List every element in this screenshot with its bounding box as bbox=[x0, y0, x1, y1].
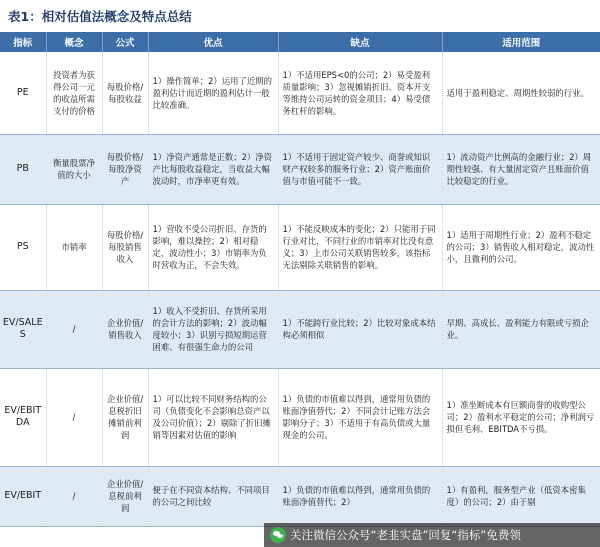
cell-metric: EV/EBIT bbox=[0, 466, 46, 526]
header-concept: 概念 bbox=[46, 32, 102, 52]
valuation-table bbox=[0, 32, 600, 527]
cell-cons: 1）不适用EPS<0的公司；2）易受盈利质量影响；3）忽视摊销折旧、资本开支等维持公司运转的资金项目；4）易受债务杠杆的影响。 bbox=[278, 52, 442, 134]
cell-metric: PB bbox=[0, 134, 46, 204]
table-header-row bbox=[0, 32, 600, 52]
cell-formula: 企业价值/息税前利润 bbox=[102, 466, 148, 526]
cell-concept: / bbox=[46, 466, 102, 526]
cell-scope: 1）有盈利，服务型产业（低资本密集度）的公司；2）由于剔 bbox=[442, 466, 600, 526]
cell-cons: 1）负债的市值难以得到，通常用负债的账面净值替代；2） bbox=[278, 466, 442, 526]
cell-concept: / bbox=[46, 290, 102, 368]
cell-scope: 早期、高成长、盈利能力有限或亏损企业。 bbox=[442, 290, 600, 368]
watermark-banner bbox=[264, 523, 600, 547]
cell-pros: 1）营收不受公司折旧、存货的影响，难以操控；2）相对稳定，波动性小；3）市销率为负时营收为正，不会失效。 bbox=[148, 204, 278, 290]
cell-formula: 企业价值/销售收入 bbox=[102, 290, 148, 368]
cell-cons: 1）不能反映成本的变化；2）只能用于同行业对比，不同行业的市销率对比没有意义；3）上市公司关联销售较多，该指标无法剔除关联销售的影响。 bbox=[278, 204, 442, 290]
table-row-ev-ebitda bbox=[0, 368, 600, 466]
cell-formula: 每股价格/每股净资产 bbox=[102, 134, 148, 204]
cell-formula: 每股价格/每股销售收入 bbox=[102, 204, 148, 290]
cell-formula: 每股价格/每股收益 bbox=[102, 52, 148, 134]
cell-pros: 1）操作简单；2）运用了近期的盈利估计而近期的盈利估计一般比较准确。 bbox=[148, 52, 278, 134]
cell-scope: 适用于盈利稳定、周期性较弱的行业。 bbox=[442, 52, 600, 134]
table-row-ev-ebit bbox=[0, 466, 600, 526]
cell-cons: 1）不能跨行业比较；2）比较对象成本结构必须相似 bbox=[278, 290, 442, 368]
table-row-ev-sales bbox=[0, 290, 600, 368]
cell-metric: PS bbox=[0, 204, 46, 290]
cell-pros: 便于在不同资本结构、不同项目的公司之间比较 bbox=[148, 466, 278, 526]
cell-metric: PE bbox=[0, 52, 46, 134]
cell-concept: 投资者为获得公司一元的收益所需支付的价格 bbox=[46, 52, 102, 134]
cell-pros: 1）收入不受折旧、存货所采用的会计方法的影响；2）波动幅度较小；3）识别亏损短期运营困难、有很强生命力的公司 bbox=[148, 290, 278, 368]
header-scope: 适用范围 bbox=[442, 32, 600, 52]
table-row-pe bbox=[0, 52, 600, 134]
cell-metric: EV/EBITDA bbox=[0, 368, 46, 466]
wechat-icon bbox=[270, 527, 286, 543]
cell-formula: 企业价值/息税折旧摊销前利润 bbox=[102, 368, 148, 466]
cell-pros: 1）净资产通常是正数；2）净资产比每股收益稳定，当收益大幅波动时，市净率更有效。 bbox=[148, 134, 278, 204]
cell-scope: 1）准坐断成本有巨额商誉的收购型公司；2）盈利水平稳定的公司；净利润亏损但毛利、EBITDA不亏损。 bbox=[442, 368, 600, 466]
cell-concept: / bbox=[46, 368, 102, 466]
header-formula: 公式 bbox=[102, 32, 148, 52]
cell-scope: 1）流动资产比例高的金融行业；2）周期性较强、有大量固定资产且账面价值比较稳定的行业。 bbox=[442, 134, 600, 204]
cell-scope: 1）适用于周期性行业；2）盈利不稳定的公司；3）销售收入相对稳定，波动性小，且微利的公司。 bbox=[442, 204, 600, 290]
table-title: 表1：相对估值法概念及特点总结 bbox=[8, 9, 192, 24]
table-row-pb bbox=[0, 134, 600, 204]
cell-concept: 市销率 bbox=[46, 204, 102, 290]
watermark-text: 关注微信公众号“老韭实盘”回复“指标”免费领 bbox=[290, 528, 521, 542]
cell-concept: 衡量股票净值的大小 bbox=[46, 134, 102, 204]
header-cons: 缺点 bbox=[278, 32, 442, 52]
cell-pros: 1）可以比较不同财务结构的公司（负债变化不会影响总资产以及公司价值）；2）剔除了折旧摊销等因素对估值的影响 bbox=[148, 368, 278, 466]
header-pros: 优点 bbox=[148, 32, 278, 52]
table-row-ps bbox=[0, 204, 600, 290]
cell-cons: 1）负债的市值难以得到，通常用负债的账面净值替代；2）不同会计记账方法会影响分子；3）不适用于有高负债或大量现金的公司。 bbox=[278, 368, 442, 466]
header-metric: 指标 bbox=[0, 32, 46, 52]
cell-cons: 1）不适用于固定资产较少、商誉或知识财产权较多的服务行业；2）资产账面价值与市值可能不一致。 bbox=[278, 134, 442, 204]
cell-metric: EV/SALES bbox=[0, 290, 46, 368]
